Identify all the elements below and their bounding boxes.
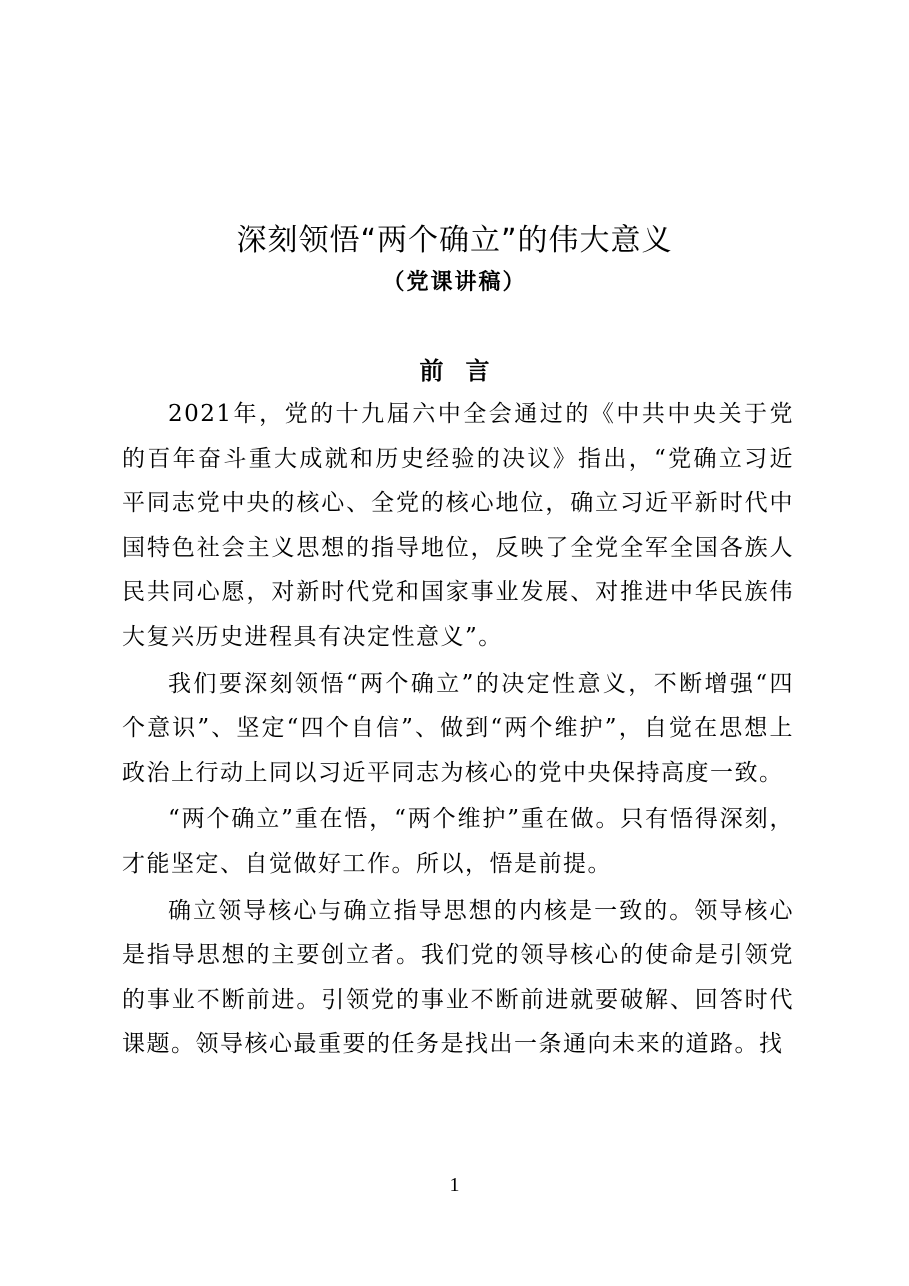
document-subtitle: （党课讲稿） — [382, 270, 527, 295]
document-body — [122, 392, 794, 1067]
page-number: 1 — [449, 1174, 460, 1196]
paragraph: “两个确立”重在悟，“两个维护”重在做。只有悟得深刻，才能坚定、自觉做好工作。所以，悟是前提。 — [122, 806, 794, 877]
paragraph: 我们要深刻领悟“两个确立”的决定性意义，不断增强“四个意识”、坚定“四个自信”、做到“两个维护”，自觉在思想上政治上行动上同以习近平同志为核心的党中央保持高度一致。 — [122, 670, 794, 786]
document-title: 深刻领悟“两个确立”的伟大意义 — [236, 223, 673, 258]
section-heading: 前言 — [419, 357, 512, 385]
paragraph: 确立领导核心与确立指导思想的内核是一致的。领导核心是指导思想的主要创立者。我们党的领导核心的使命是引领党的事业不断前进。引领党的事业不断前进就要破解、回答时代课题。领导核心最重要的任务是找出一条通向未来的道路。找 — [122, 897, 794, 1058]
paragraph: 2021年，党的十九届六中全会通过的《中共中央关于党的百年奋斗重大成就和历史经验的决议》指出，“党确立习近平同志党中央的核心、全党的核心地位，确立习近平新时代中国特色社会主义思想的指导地位，反映了全党全军全国各族人民共同心愿，对新时代党和国家事业发展、对推进中华民族伟大复兴历史进程具有决定性意义”。 — [122, 401, 794, 650]
